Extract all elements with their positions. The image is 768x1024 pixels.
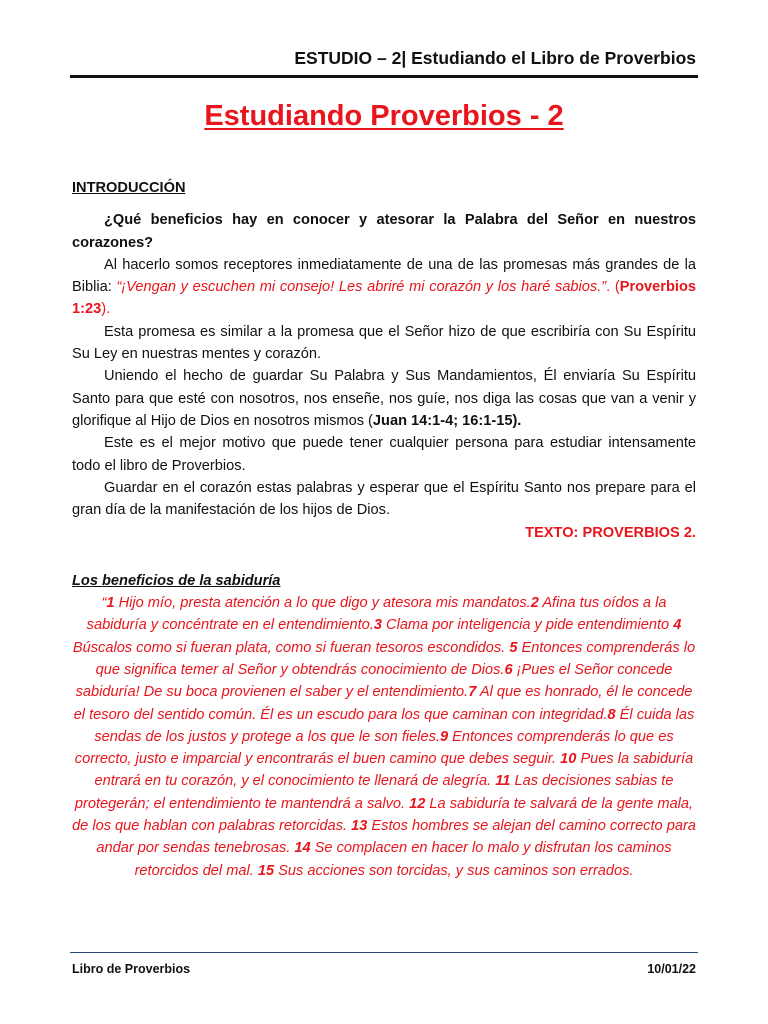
verse-number: 15 bbox=[257, 862, 275, 879]
reference-close: ). bbox=[101, 301, 111, 318]
verse-text: Él cuida las sendas de los justos y protege a los que le son fieles. bbox=[94, 706, 695, 745]
verse-number: 8 bbox=[607, 706, 616, 723]
verse-number: 1 bbox=[106, 595, 115, 612]
bible-reference: Juan 14:1-4; 16:1-15). bbox=[372, 412, 522, 429]
verse-text: Pues la sabiduría entrará en tu corazón, y el conocimiento te llenará de alegría. bbox=[94, 751, 694, 790]
document-body bbox=[72, 177, 696, 882]
paragraph-text: Uniendo el hecho de guardar Su Palabra y Sus Mandamientos, Él enviaría Su Espíritu Santo para que esté con nosotros, nos enseñe, nos guíe, nos diga las cosas que van a venir y glorifique al Hijo de Dios en nosotros mismos ( bbox=[72, 368, 696, 429]
verse-text: Clama por inteligencia y pide entendimiento bbox=[381, 617, 674, 634]
verse-number: 14 bbox=[294, 840, 311, 857]
bible-quote: “¡Vengan y escuchen mi consejo! Les abriré mi corazón y los haré sabios.” bbox=[116, 279, 607, 296]
intro-paragraph-5: Guardar en el corazón estas palabras y esperar que el Espíritu Santo nos prepare para el gran día de la manifestación de los hijos de Dios. bbox=[72, 479, 696, 519]
intro-paragraph-1 bbox=[72, 254, 696, 321]
verse-number: 13 bbox=[351, 818, 368, 835]
footer-date: 10/01/22 bbox=[647, 962, 696, 976]
verse-number: 10 bbox=[560, 751, 577, 768]
verse-text: Búscalos como si fueran plata, como si fueran tesoros escondidos. bbox=[72, 639, 510, 656]
verse-text: Afina tus oídos a la sabiduría y concéntrate en el entendimiento. bbox=[86, 595, 667, 634]
verse-text: Las decisiones sabias te protegerán; el entendimiento te mantendrá a salvo. bbox=[74, 773, 674, 812]
verse-number: 6 bbox=[504, 661, 513, 678]
open-quote: “ bbox=[101, 595, 107, 612]
document-title: Estudiando Proverbios - 2 bbox=[204, 100, 564, 132]
verse-number: 4 bbox=[673, 617, 682, 634]
footer-book-name: Libro de Proverbios bbox=[72, 962, 191, 976]
verse-number: 2 bbox=[530, 595, 539, 612]
verse-number: 9 bbox=[439, 728, 449, 745]
verse-number: 7 bbox=[468, 684, 477, 701]
header-divider bbox=[70, 75, 698, 78]
verse-number: 5 bbox=[509, 639, 518, 656]
intro-paragraph-3 bbox=[72, 365, 696, 432]
verse-text: Al que es honrado, él le concede el tesoro del sentido común. Él es un escudo para los que caminan con integridad. bbox=[73, 684, 693, 723]
quote-separator: . ( bbox=[606, 279, 620, 296]
verse-number: 11 bbox=[495, 773, 511, 790]
verse-text: Sus acciones son torcidas, y sus caminos son errados. bbox=[274, 862, 634, 879]
verse-number: 3 bbox=[373, 617, 382, 634]
verse-text: La sabiduría te salvará de la gente mala, de los que hablan con palabras retorcidas. bbox=[72, 795, 694, 835]
verse-text: ¡Pues el Señor concede sabiduría! De su boca provienen el saber y el entendimiento. bbox=[75, 661, 673, 701]
header-title: ESTUDIO – 2| Estudiando el Libro de Proverbios bbox=[294, 48, 696, 68]
intro-question: ¿Qué beneficios hay en conocer y atesorar la Palabra del Señor en nuestros corazones? bbox=[72, 212, 696, 251]
intro-paragraph-4: Este es el mejor motivo que puede tener cualquier persona para estudiar intensamente todo el libro de Proverbios. bbox=[72, 435, 696, 474]
bible-reference: Proverbios 1:23 bbox=[72, 279, 696, 318]
verse-text: Entonces comprenderás lo que significa temer al Señor y obtendrás conocimiento de Dios. bbox=[95, 639, 696, 678]
paragraph-text: Al hacerlo somos receptores inmediatamente de una de las promesas más grandes de la Biblia: bbox=[72, 256, 696, 296]
verse-text: Estos hombres se alejan del camino correcto para andar por sendas tenebrosas. bbox=[96, 818, 696, 857]
verse-text: Entonces comprenderás lo que es correcto, justo e imparcial y encontrarás el buen camino que debes seguir. bbox=[74, 728, 674, 768]
intro-paragraph-2: Esta promesa es similar a la promesa que el Señor hizo de que escribiría con Su Espíritu Su Ley en nuestras mentes y corazón. bbox=[72, 323, 696, 363]
scripture-passage bbox=[72, 592, 696, 882]
footer-divider bbox=[70, 952, 698, 953]
section-heading: Los beneficios de la sabiduría bbox=[72, 572, 281, 589]
verse-text: Se complacen en hacer lo malo y disfrutan los caminos retorcidos del mal. bbox=[134, 840, 672, 879]
text-reference: TEXTO: PROVERBIOS 2. bbox=[525, 525, 696, 542]
verse-text: Hijo mío, presta atención a lo que digo y atesora mis mandatos. bbox=[114, 595, 531, 612]
intro-heading: INTRODUCCIÓN bbox=[72, 180, 186, 196]
verse-number: 12 bbox=[409, 795, 426, 812]
